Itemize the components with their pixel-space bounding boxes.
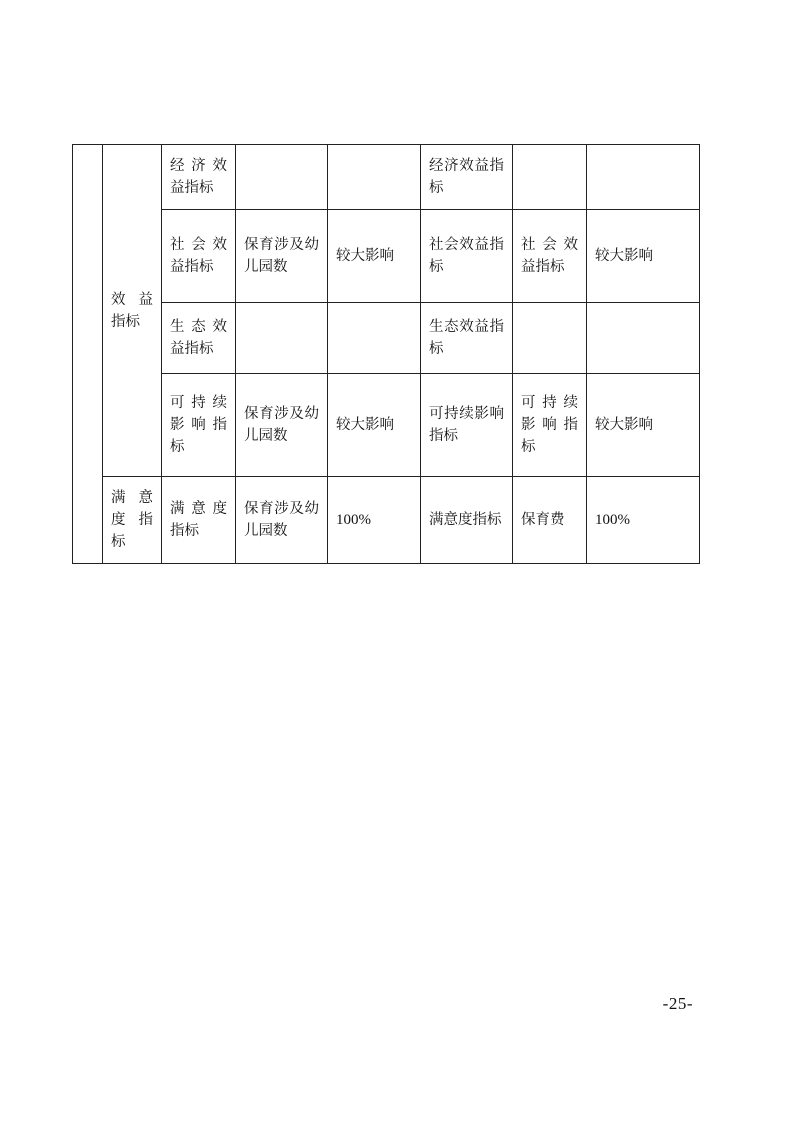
table-row bbox=[73, 374, 700, 477]
group-label-effect: 效益指标 bbox=[103, 145, 162, 477]
indicator-cell-2: 满意度指标 bbox=[421, 477, 513, 564]
indicator-cell-2: 生态效益指标 bbox=[421, 303, 513, 374]
value-cell: 较大影响 bbox=[328, 374, 421, 477]
content-cell-2: 保育费 bbox=[513, 477, 587, 564]
value-cell-2: 较大影响 bbox=[587, 210, 700, 303]
indicator-cell: 可持续影响指标 bbox=[162, 374, 236, 477]
indicator-cell: 经济效益指标 bbox=[162, 145, 236, 210]
content-cell: 保育涉及幼儿园数 bbox=[236, 374, 328, 477]
value-cell bbox=[328, 145, 421, 210]
blank-column-cell bbox=[73, 145, 103, 564]
page-number: -25- bbox=[662, 994, 693, 1013]
indicator-cell: 生态效益指标 bbox=[162, 303, 236, 374]
content-cell bbox=[236, 145, 328, 210]
content-cell: 保育涉及幼儿园数 bbox=[236, 477, 328, 564]
indicator-cell-2: 经济效益指标 bbox=[421, 145, 513, 210]
value-cell-2 bbox=[587, 145, 700, 210]
value-cell-2: 100% bbox=[587, 477, 700, 564]
indicator-cell: 社会效益指标 bbox=[162, 210, 236, 303]
content-cell: 保育涉及幼儿园数 bbox=[236, 210, 328, 303]
content-cell-2 bbox=[513, 303, 587, 374]
table-row bbox=[73, 210, 700, 303]
value-cell-2 bbox=[587, 303, 700, 374]
indicator-cell: 满意度指标 bbox=[162, 477, 236, 564]
table-row bbox=[73, 477, 700, 564]
value-cell bbox=[328, 303, 421, 374]
content-cell-2: 可持续影响指标 bbox=[513, 374, 587, 477]
content-cell bbox=[236, 303, 328, 374]
content-cell-2: 社会效益指标 bbox=[513, 210, 587, 303]
table-row bbox=[73, 145, 700, 210]
indicator-cell-2: 社会效益指标 bbox=[421, 210, 513, 303]
value-cell-2: 较大影响 bbox=[587, 374, 700, 477]
indicator-cell-2: 可持续影响指标 bbox=[421, 374, 513, 477]
value-cell: 较大影响 bbox=[328, 210, 421, 303]
table-row bbox=[73, 303, 700, 374]
content-cell-2 bbox=[513, 145, 587, 210]
value-cell: 100% bbox=[328, 477, 421, 564]
performance-indicator-table bbox=[72, 144, 700, 564]
group-label-satisfaction: 满意度指标 bbox=[103, 477, 162, 564]
